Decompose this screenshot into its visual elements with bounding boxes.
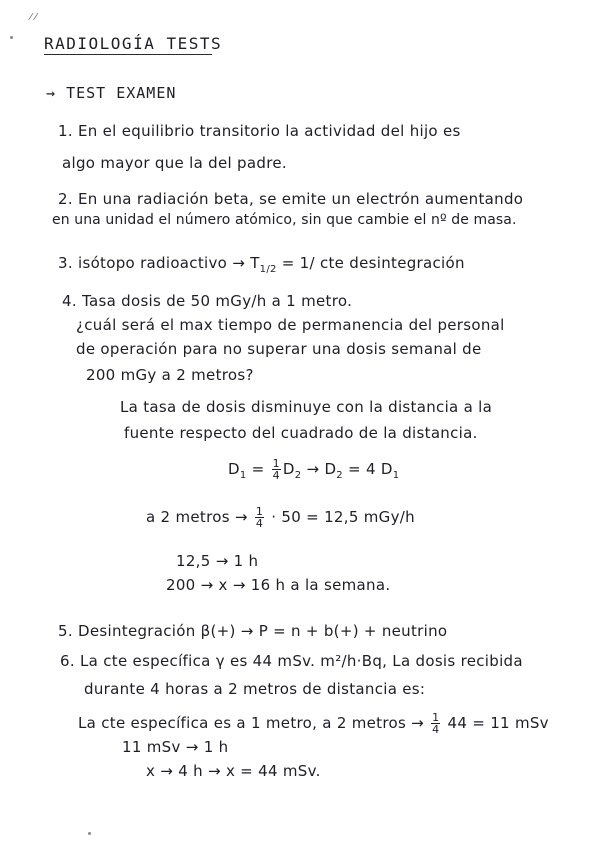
arrow-icon: → [185,738,204,756]
question-4-line-3: de operación para no superar una dosis semanal de [76,340,482,358]
dose-subscript: 2 [336,470,343,481]
fraction-denominator: 4 [272,469,280,482]
question-2 [58,190,523,208]
fraction-quarter [431,712,440,735]
fraction-quarter [272,458,281,481]
question-number: 3. [58,254,73,272]
question-4-line-2: ¿cuál será el max tiempo de permanencia del personal [76,316,505,334]
page-title: RADIOLOGÍA TESTS [44,34,223,53]
question-6-line-3 [78,712,549,735]
section-heading [46,84,176,102]
question-number: 2. [58,190,73,208]
explanation-result: 44 = 11 mSv [447,714,549,732]
rule-result: x = 44 mSv. [225,762,321,780]
arrow-icon: → [234,508,248,526]
dose-symbol: D [324,460,337,478]
rule-value: 11 mSv [122,738,181,756]
fraction-numerator: 1 [432,711,440,724]
rule-of-three-line-1 [176,552,258,570]
decay-constant-text: cte desintegración [319,254,465,272]
question-text: La cte específica γ es 44 mSv. m²/h·Bq, La dosis recibida [80,652,523,670]
rule-of-three-line-1 [122,738,228,756]
arrow-icon: → [208,762,226,780]
rule-value: 4 h [178,762,203,780]
arrow-icon: → [215,552,234,570]
dose-subscript: 1 [239,470,247,481]
dose-subscript: 2 [294,470,302,481]
title-underline [44,54,212,55]
explanation-line-2: fuente respecto del cuadrado de la distancia. [124,424,478,442]
question-5 [58,622,447,640]
dose-symbol: D [282,460,295,478]
inverse-square-equation [228,458,399,481]
rule-value: 12,5 [176,552,211,570]
margin-dot [88,832,91,835]
margin-dot [10,36,13,39]
rule-value: x [218,576,228,594]
question-3 [58,254,465,275]
question-6-line-2: durante 4 horas a 2 metros de distancia es: [84,680,426,698]
arrow-icon: → [160,762,179,780]
corner-scribble: ⁄ ⁄ [30,12,37,23]
fraction-denominator: 4 [255,517,264,530]
question-text: isótopo radioactivo [78,254,228,272]
explanation-text: La cte específica es a 1 metro, a 2 metros [78,714,407,732]
rule-result: 16 h a la semana. [250,576,391,594]
rule-of-three-line-2 [146,762,321,780]
question-number: 4. [62,292,77,310]
question-6 [60,652,523,670]
half-life-symbol: T [250,254,260,272]
question-2-line-2: en una unidad el número atómico, sin que cambie el nº de masa. [52,212,517,228]
question-1-line-2: algo mayor que la del padre. [62,154,287,172]
half-life-equals: = 1/ [281,254,315,272]
section-heading-label: TEST EXAMEN [66,84,177,102]
arrow-icon: → [240,622,259,640]
question-text: Tasa dosis de 50 mGy/h a 1 metro. [82,292,353,310]
rule-of-three-line-2 [166,576,390,594]
arrow-icon: → [411,714,430,732]
question-result: P = n + b(+) + neutrino [258,622,448,640]
rule-value: 1 h [233,552,259,570]
fraction-denominator: 4 [432,723,440,736]
half-life-subscript: 1/2 [259,264,277,275]
rule-value: 1 h [203,738,229,756]
arrow-icon: → [306,460,320,478]
question-1 [58,122,461,140]
fraction-numerator: 1 [255,505,264,518]
question-4-line-4: 200 mGy a 2 metros? [86,366,254,384]
question-number: 6. [60,652,75,670]
question-number: 5. [58,622,73,640]
equation-result: = 4 D [348,460,393,478]
calc-result: · 50 = 12,5 mGy/h [271,508,415,526]
fraction-quarter [255,506,264,529]
arrow-icon: → [200,576,219,594]
fraction-numerator: 1 [272,457,280,470]
arrow-icon: → [46,84,57,102]
arrow-icon: → [232,576,251,594]
calc-label: a 2 metros [146,508,230,526]
dose-rate-calculation [146,506,415,529]
dose-subscript: 1 [392,470,400,481]
arrow-icon: → [232,254,246,272]
equals-sign: = [251,460,265,478]
question-text: Desintegración β(+) [78,622,236,640]
explanation-line-1: La tasa de dosis disminuye con la distancia a la [120,398,493,416]
rule-value: 200 [166,576,196,594]
question-text: En el equilibrio transitorio la actividad del hijo es [78,122,461,140]
question-4 [62,292,352,310]
rule-value: x [146,762,156,780]
question-text: En una radiación beta, se emite un electrón aumentando [78,190,524,208]
dose-symbol: D [228,460,240,478]
question-number: 1. [58,122,73,140]
